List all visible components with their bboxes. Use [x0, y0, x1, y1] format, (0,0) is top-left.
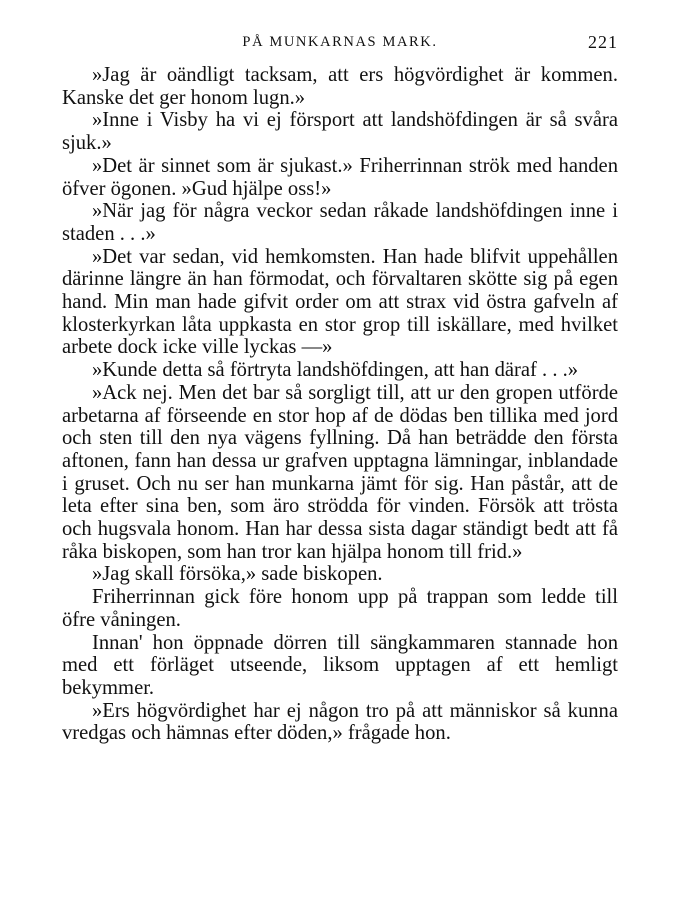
- paragraph: »Jag är oändligt tacksam, att ers högvördighet är kommen. Kanske det ger honom lugn.»: [62, 64, 618, 109]
- paragraph: »Jag skall försöka,» sade biskopen.: [92, 563, 383, 586]
- text-body: [62, 64, 618, 745]
- page-number: 221: [588, 32, 618, 52]
- running-head: [62, 32, 618, 58]
- paragraph: »Ack nej. Men det bar så sorgligt till, att ur den gropen utförde arbetarna af förseende en stor hop af de dödas ben tillika med jord och sten till den nya vägens fyllning. Då han beträdde den första aftonen, fann han dessa ur grafven upptagna lämningar, inblandade i gruset. Och nu ser han munkarna jämt för sig. Han påstår, att de leta efter sina ben, som äro strödda för vinden. Försök att trösta och hugsvala honom. Han har dessa sista dagar ständigt bedt att få råka biskopen, som han tror kan hjälpa honom till frid.»: [62, 381, 618, 563]
- paragraph: »Det är sinnet som är sjukast.» Friherrinnan strök med handen öfver ögonen. »Gud hjälpe oss!»: [62, 154, 618, 200]
- paragraph: »Ers högvördighet har ej någon tro på att människor så kunna vredgas och hämnas efter döden,» frågade hon.: [62, 699, 618, 745]
- paragraph: »Inne i Visby ha vi ej försport att landshöfdingen är så svåra sjuk.»: [62, 109, 618, 155]
- paragraph: Innan' hon öppnade dörren till sängkammaren stannade hon med ett förläget utseende, liksom upptagen af ett hemligt bekymmer.: [62, 631, 618, 699]
- paragraph: »Kunde detta så förtryta landshöfdingen, att han däraf . . .»: [92, 359, 579, 382]
- paragraph: Friherrinnan gick före honom upp på trappan som ledde till öfre våningen.: [62, 586, 618, 631]
- running-title: PÅ MUNKARNAS MARK.: [242, 34, 438, 50]
- paragraph: »Det var sedan, vid hemkomsten. Han hade blifvit uppehållen därinne längre än han förmodat, och förvaltaren skötte sig på egen hand. Min man hade gifvit order om att strax vid östra gafveln af klosterkyrkan låta uppkasta en stor grop till iskällare, med hvilket arbete dock icke ville lyckas —»: [62, 245, 618, 359]
- paragraph: »När jag för några veckor sedan råkade landshöfdingen inne i staden . . .»: [62, 200, 618, 245]
